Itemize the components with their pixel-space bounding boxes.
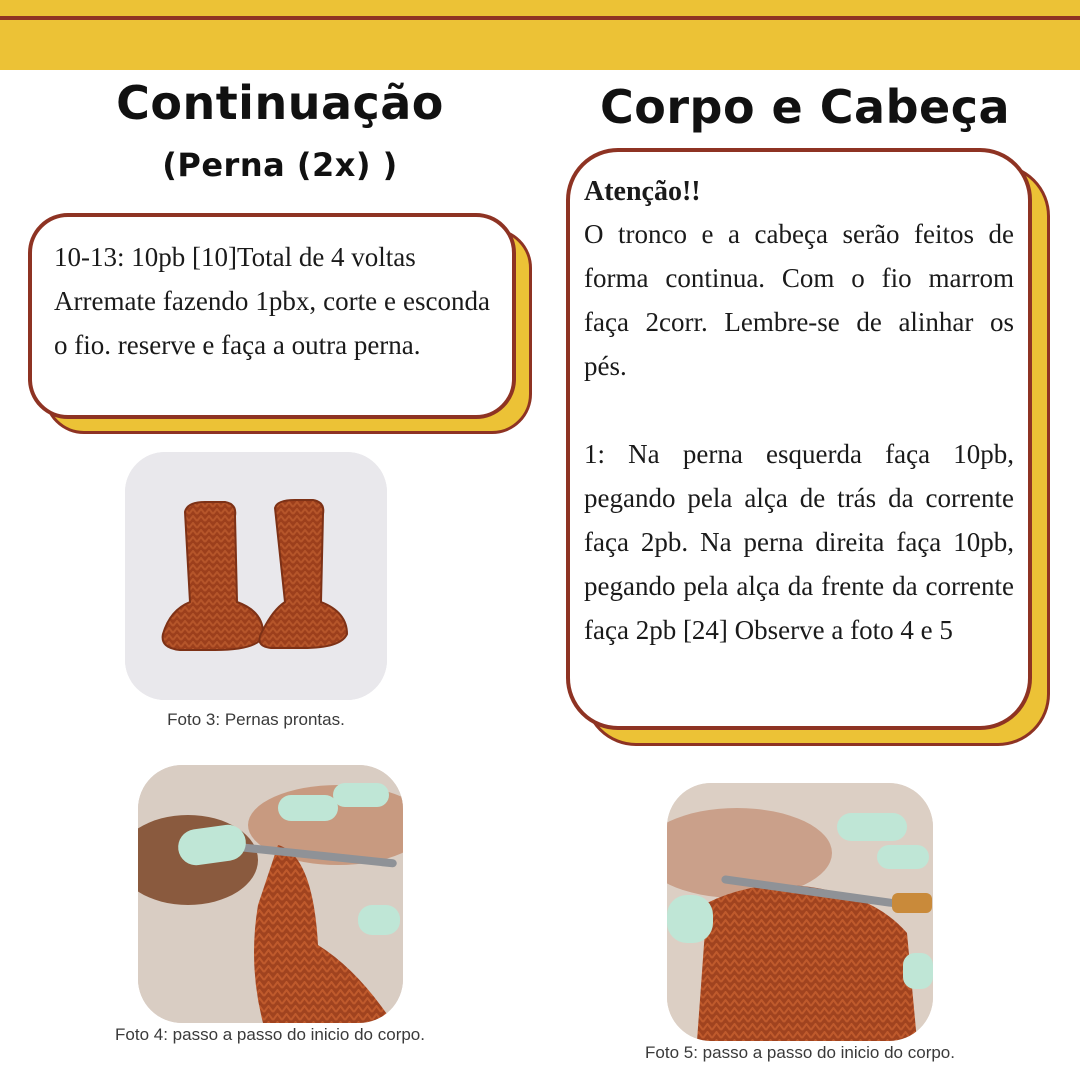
photo-5-caption: Foto 5: passo a passo do inicio do corpo.	[645, 1043, 955, 1062]
crochet-step-illustration-2	[667, 783, 933, 1041]
photo-4-caption: Foto 4: passo a passo do inicio do corpo.	[115, 1025, 425, 1044]
left-card-line1: 10-13: 10pb [10]Total de 4 voltas	[54, 242, 416, 272]
photo-3-caption: Foto 3: Pernas prontas.	[167, 710, 345, 729]
photo-3-legs	[125, 452, 387, 700]
left-card-line2: Arremate fazendo 1pbx, corte e esconda o fio. reserve e faça a outra perna.	[54, 286, 490, 360]
top-banner-line	[0, 16, 1080, 20]
right-card-title: Atenção!!	[584, 176, 701, 207]
right-card-para1: O tronco e a cabeça serão feitos de forma continua. Com o fio marrom faça 2corr. Lembre-se de alinhar os pés.	[584, 219, 1014, 381]
photo-5-crochet-step	[667, 783, 933, 1041]
left-instruction-card	[28, 213, 516, 419]
photo-4-crochet-step	[138, 765, 403, 1023]
left-subtitle: (Perna (2x) )	[162, 146, 398, 184]
right-instruction-card	[566, 148, 1032, 730]
left-title: Continuação	[116, 76, 444, 130]
right-card-para2: 1: Na perna esquerda faça 10pb, pegando pela alça de trás da corrente faça 2pb. Na perna direita faça 10pb, pegando pela alça da frente da corrente faça 2pb [24] Observe a foto 4 e 5	[584, 439, 1014, 645]
top-banner	[0, 0, 1080, 70]
legs-illustration	[125, 452, 387, 700]
right-title: Corpo e Cabeça	[599, 80, 1011, 134]
crochet-step-illustration	[138, 765, 403, 1023]
right-card-spacer	[584, 388, 1014, 432]
